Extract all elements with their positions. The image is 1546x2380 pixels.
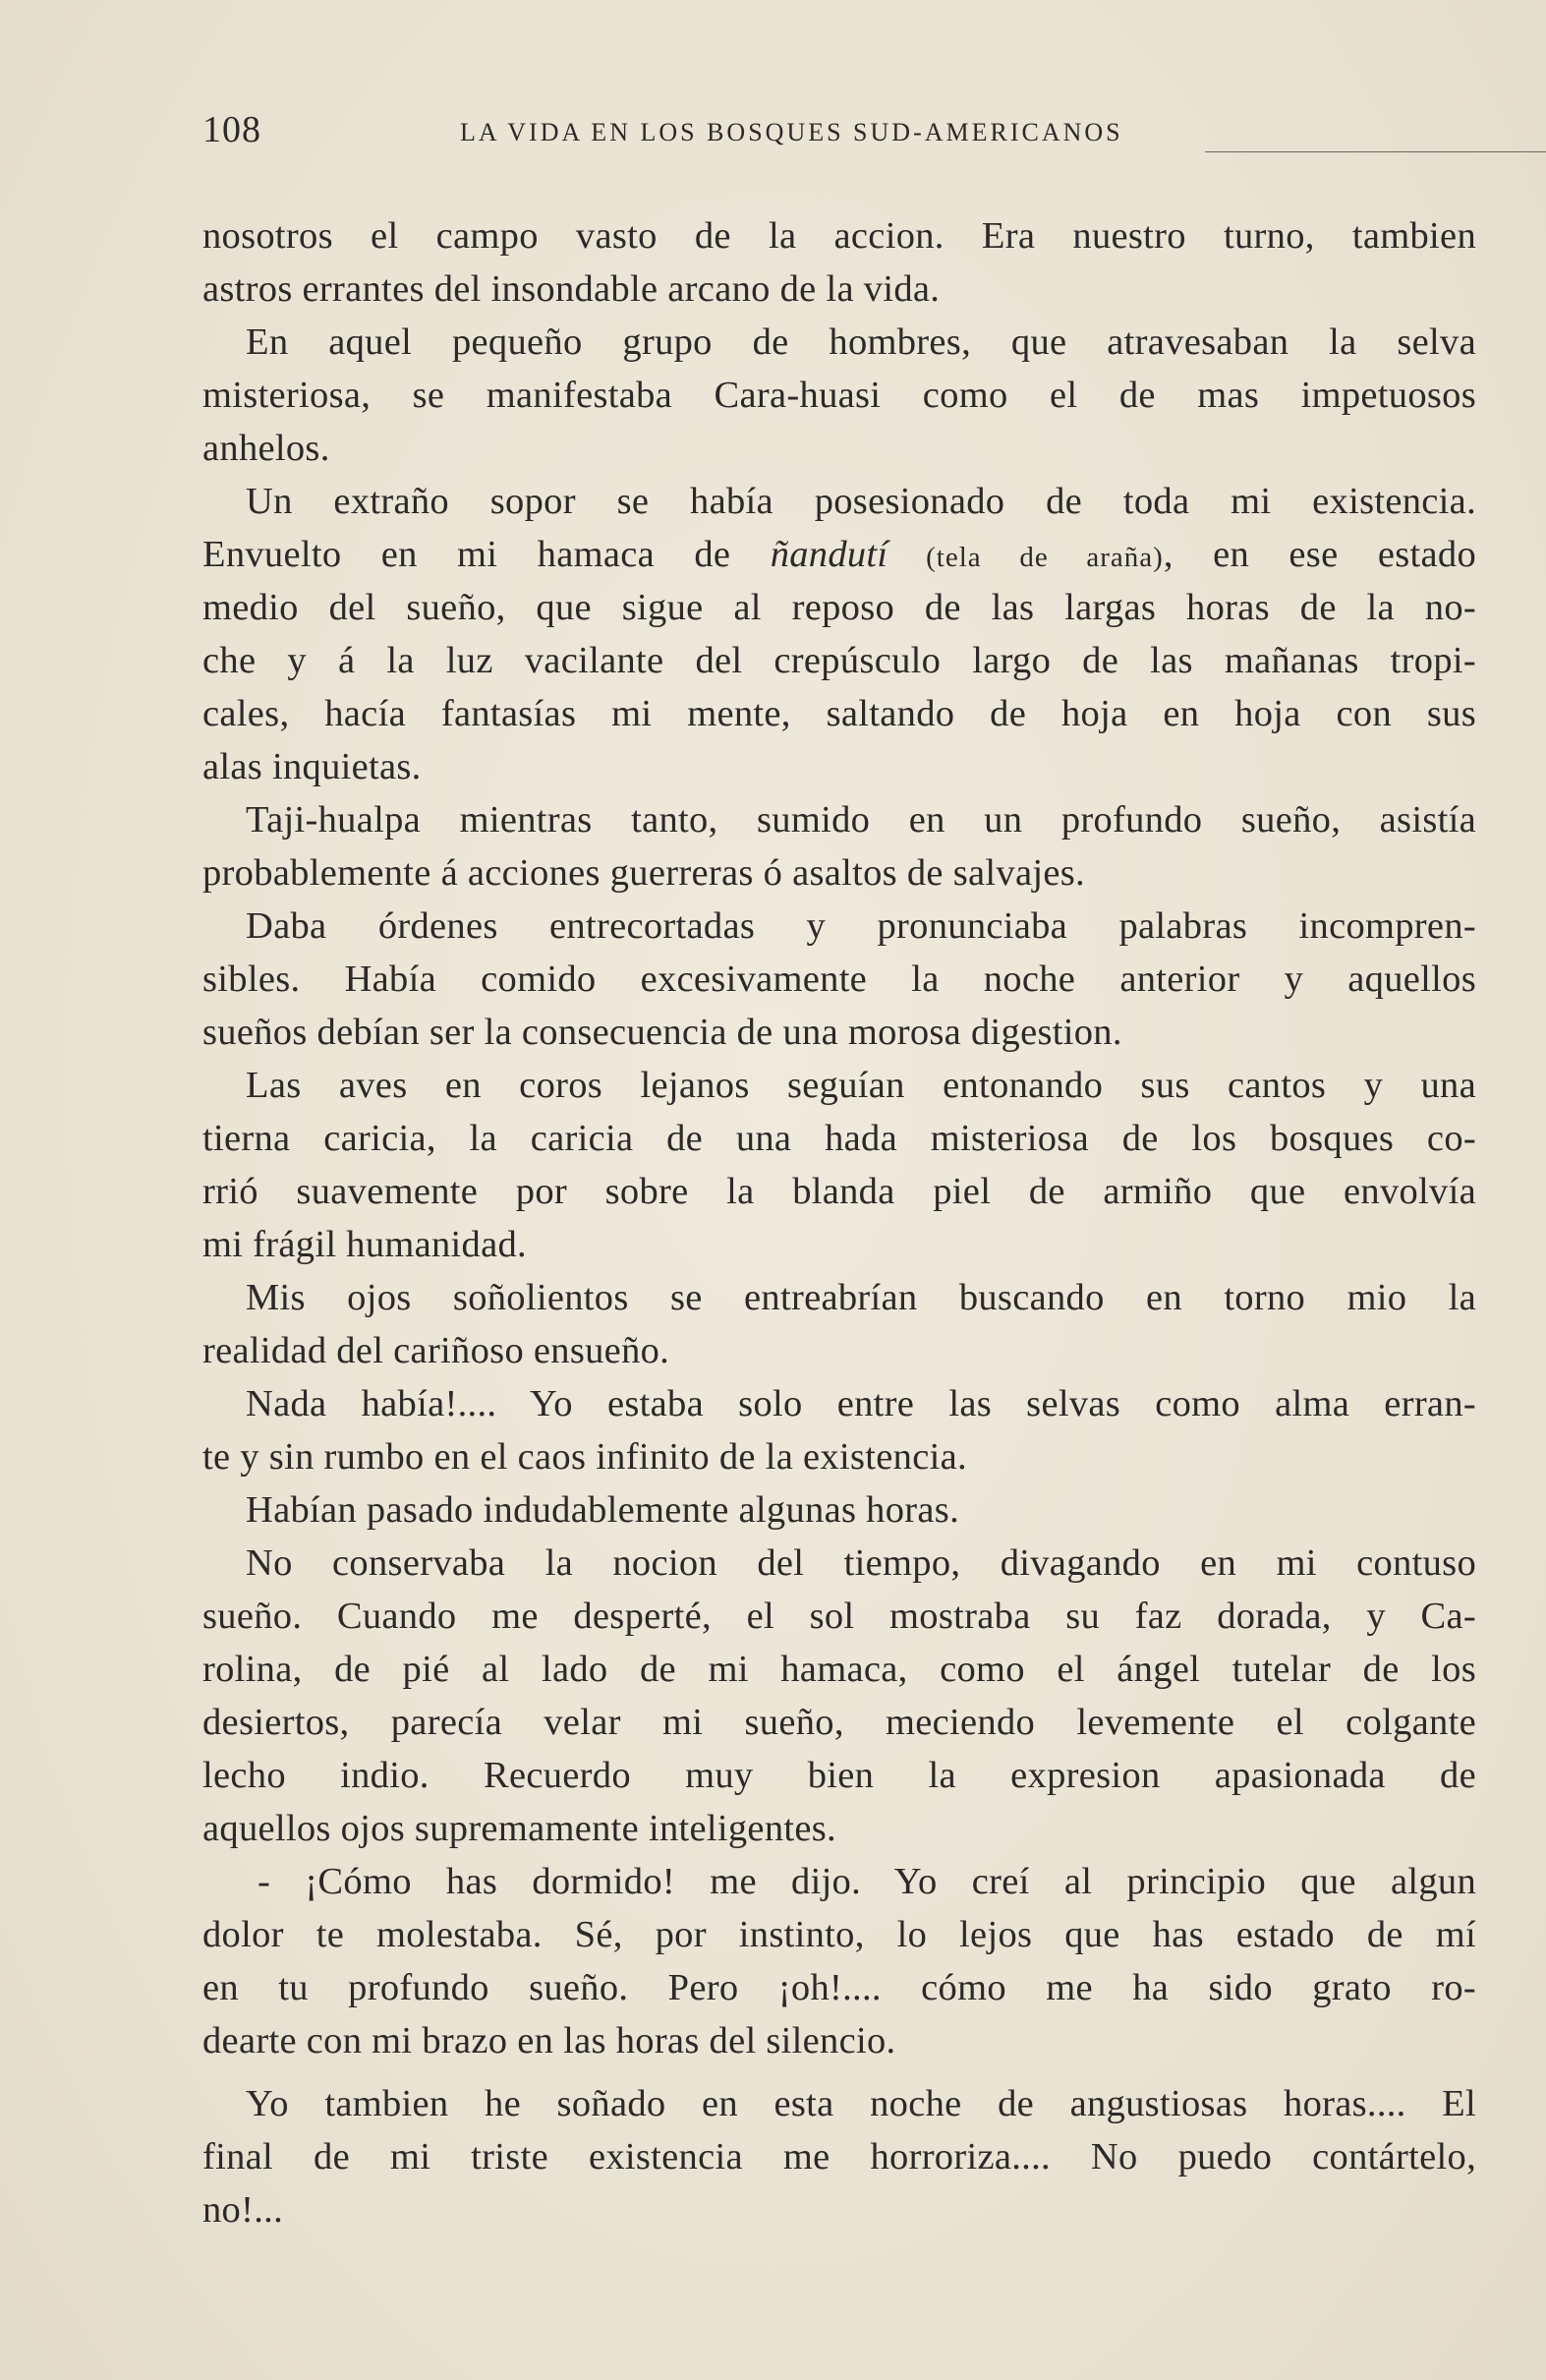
- text-line: tierna caricia, la caricia de una hada misteriosa de los bosques co-: [202, 1118, 1476, 1159]
- text-line: realidad del cariñoso ensueño.: [202, 1330, 670, 1371]
- text-line: anhelos.: [202, 428, 330, 469]
- body-text: [202, 209, 1476, 2236]
- text-line: Un extraño sopor se había posesionado de toda mi existencia.: [246, 481, 1476, 522]
- text-line: no!...: [202, 2189, 283, 2231]
- text-line: alas inquietas.: [202, 746, 422, 787]
- text-line: te y sin rumbo en el caos infinito de la existencia.: [202, 1436, 967, 1478]
- text-run: Envuelto en mi hamaca de: [202, 534, 771, 575]
- text-line: misteriosa, se manifestaba Cara-huasi como el de mas impetuosos: [202, 375, 1476, 416]
- text-line: desiertos, parecía velar mi sueño, meciendo levemente el colgante: [202, 1702, 1476, 1743]
- header-rule: [1205, 151, 1546, 152]
- text-line: final de mi triste existencia me horroriza.... No puedo contártelo,: [202, 2136, 1476, 2177]
- page-number: 108: [202, 109, 261, 150]
- text-line: Daba órdenes entrecortadas y pronunciaba palabras incompren-: [246, 905, 1476, 947]
- text-line: dolor te molestaba. Sé, por instinto, lo lejos que has estado de mí: [202, 1914, 1476, 1955]
- text-line: rolina, de pié al lado de mi hamaca, como el ángel tutelar de los: [202, 1649, 1476, 1690]
- page-header: [202, 108, 1480, 163]
- text-line: probablemente á acciones guerreras ó asaltos de salvajes.: [202, 852, 1085, 894]
- text-line: cales, hacía fantasías mi mente, saltando de hoja en hoja con sus: [202, 693, 1476, 734]
- text-line: mi frágil humanidad.: [202, 1224, 527, 1265]
- text-line: nosotros el campo vasto de la accion. Era nuestro turno, tambien: [202, 215, 1476, 257]
- running-title: LA VIDA EN LOS BOSQUES SUD-AMERICANOS: [460, 118, 1123, 146]
- text-line: sibles. Había comido excesivamente la noche anterior y aquellos: [202, 958, 1476, 1000]
- text-line: Yo tambien he soñado en esta noche de angustiosas horas.... El: [246, 2083, 1476, 2124]
- text-line: medio del sueño, que sigue al reposo de las largas horas de la no-: [202, 587, 1476, 628]
- text-line: sueño. Cuando me desperté, el sol mostraba su faz dorada, y Ca-: [202, 1596, 1476, 1637]
- text-line: en tu profundo sueño. Pero ¡oh!.... cómo me ha sido grato ro-: [202, 1967, 1476, 2008]
- text-line: En aquel pequeño grupo de hombres, que atravesaban la selva: [246, 321, 1476, 363]
- text-line: dearte con mi brazo en las horas del silencio.: [202, 2020, 896, 2061]
- text-line: sueños debían ser la consecuencia de una morosa digestion.: [202, 1012, 1122, 1053]
- text-line: - ¡Cómo has dormido! me dijo. Yo creí al principio que algun: [258, 1861, 1476, 1902]
- text-line: Mis ojos soñolientos se entreabrían buscando en torno mio la: [246, 1277, 1476, 1318]
- text-run: , en ese estado: [1163, 534, 1476, 575]
- footnote-gloss: (tela de araña): [888, 542, 1164, 573]
- text-line: astros errantes del insondable arcano de la vida.: [202, 268, 941, 310]
- text-line: No conservaba la nocion del tiempo, divagando en mi contuso: [246, 1542, 1476, 1584]
- text-line: rrió suavemente por sobre la blanda piel de armiño que envolvía: [202, 1171, 1476, 1212]
- italic-word: ñandutí: [770, 534, 888, 575]
- text-line-mixed: [202, 528, 1476, 581]
- text-line: Nada había!.... Yo estaba solo entre las selvas como alma erran-: [246, 1383, 1476, 1424]
- text-line: aquellos ojos supremamente inteligentes.: [202, 1808, 836, 1849]
- text-line: Las aves en coros lejanos seguían entonando sus cantos y una: [246, 1065, 1476, 1106]
- text-line: lecho indio. Recuerdo muy bien la expresion apasionada de: [202, 1755, 1476, 1796]
- text-line: che y á la luz vacilante del crepúsculo largo de las mañanas tropi-: [202, 640, 1476, 681]
- text-line: Taji-hualpa mientras tanto, sumido en un profundo sueño, asistía: [246, 799, 1476, 841]
- text-line: Habían pasado indudablemente algunas horas.: [246, 1489, 959, 1531]
